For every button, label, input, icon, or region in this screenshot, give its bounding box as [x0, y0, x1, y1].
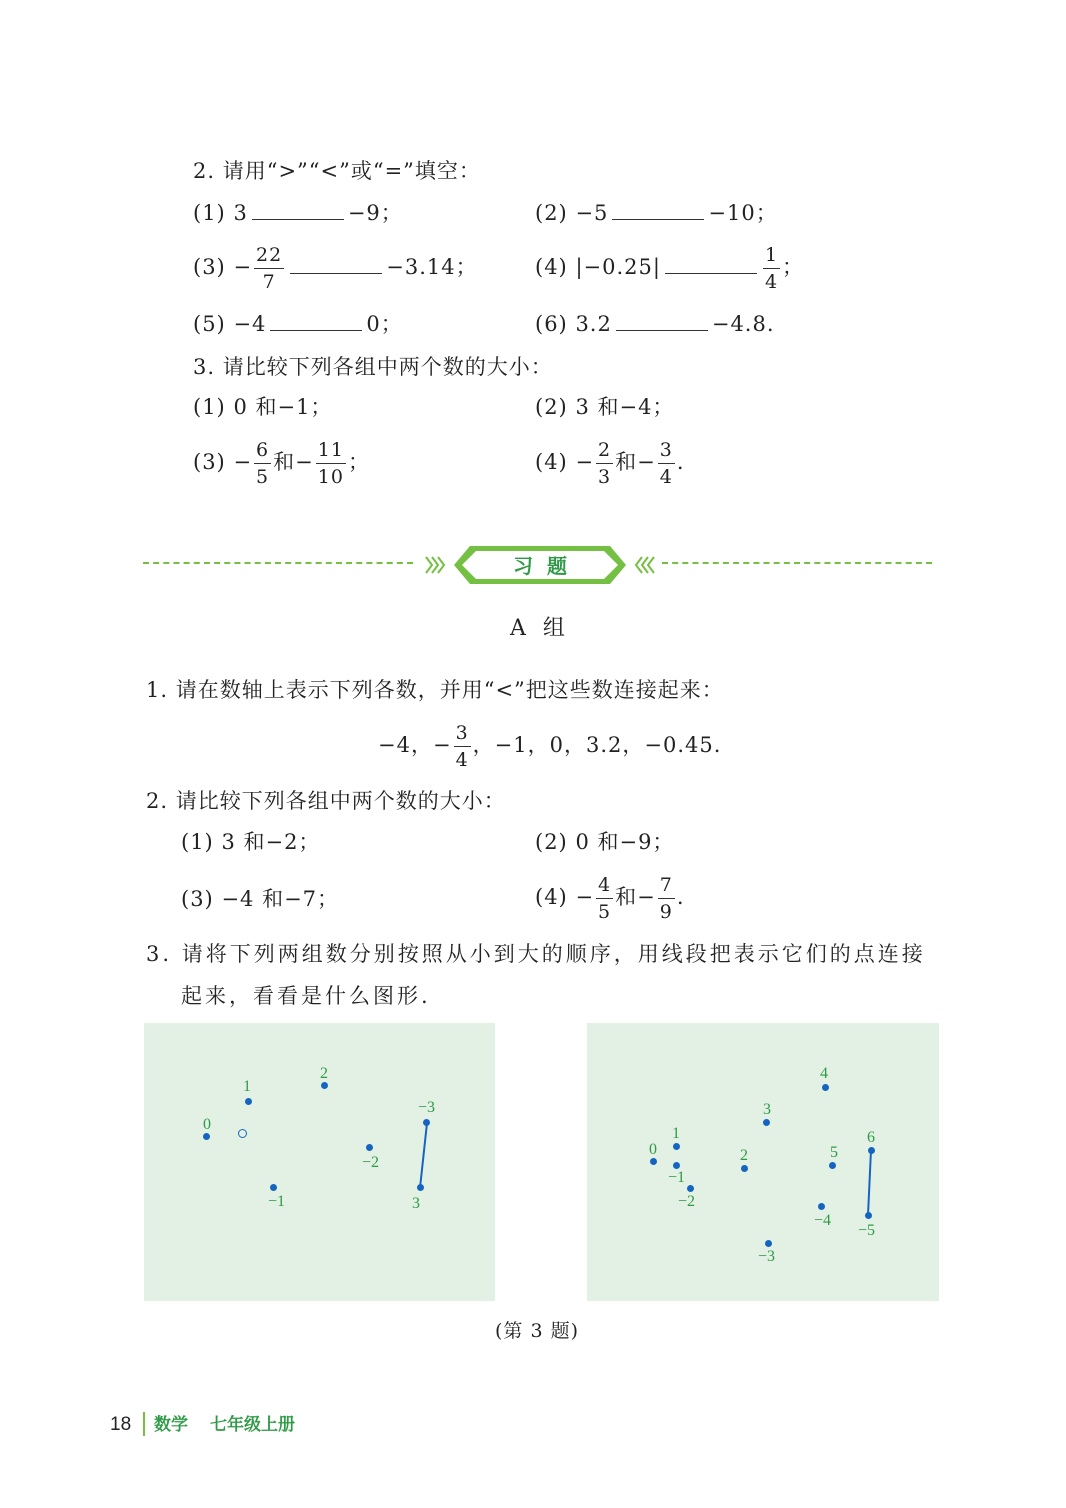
point-3	[417, 1184, 424, 1191]
group-label: A 组	[510, 616, 566, 641]
p2-item-1: (1) 3 和−2；	[181, 830, 321, 854]
answer-blank[interactable]	[612, 201, 704, 220]
problem-3-line-1: 3. 请将下列两组数分别按照从小到大的顺序，用线段把表示它们的点连接	[146, 942, 926, 966]
problem-1-sequence: −4，− $\frac{3}{4}$ ，−1，0，3.2，−0.45.	[378, 722, 722, 771]
point-1	[245, 1098, 252, 1105]
footer-grade: 七年级上册	[210, 1415, 295, 1434]
fraction: $\frac{1}{4}$	[764, 244, 779, 293]
q3-item-1: (1) 0 和−1；	[193, 395, 333, 419]
figure-caption: (第 3 题)	[495, 1320, 579, 1342]
q2-item-4: (4) |−0.25| $\frac{1}{4}$ ；	[535, 244, 805, 293]
fraction: $\frac{4}{5}$	[598, 874, 612, 923]
point-neg1	[270, 1184, 277, 1191]
fraction: $\frac{11}{10}$	[317, 439, 344, 488]
point-2	[321, 1082, 328, 1089]
point-label: −1	[268, 1193, 286, 1210]
point-neg3	[765, 1240, 772, 1247]
point-3	[763, 1119, 770, 1126]
answer-blank[interactable]	[616, 312, 708, 331]
point-label: 3	[412, 1195, 420, 1212]
point-5	[829, 1162, 836, 1169]
point-label: 2	[320, 1065, 328, 1082]
fraction: $\frac{7}{9}$	[659, 874, 673, 923]
point-label: −1	[668, 1169, 686, 1186]
q3-item-4: (4) − $\frac{2}{3}$ 和− $\frac{3}{4}$ .	[535, 439, 685, 488]
answer-blank[interactable]	[290, 255, 382, 274]
point-label: 0	[203, 1116, 211, 1133]
fraction: $\frac{22}{7}$	[256, 244, 283, 293]
fraction: $\frac{3}{4}$	[455, 722, 469, 771]
fraction: $\frac{3}{4}$	[659, 439, 673, 488]
chevrons-right-icon	[636, 557, 654, 573]
p2-item-4: (4) − $\frac{4}{5}$ 和− $\frac{7}{9}$ .	[535, 874, 685, 923]
q3-item-2: (2) 3 和−4；	[535, 395, 675, 419]
banner-label: 习 题	[513, 554, 567, 578]
point-label: 1	[243, 1078, 251, 1095]
point-label: 2	[740, 1147, 748, 1164]
point-0	[650, 1158, 657, 1165]
point-label: 0	[649, 1141, 657, 1158]
point-2	[741, 1165, 748, 1172]
point-0	[203, 1133, 210, 1140]
figure-panel-left	[144, 1023, 495, 1301]
point-label: 6	[867, 1129, 875, 1146]
fraction: $\frac{6}{5}$	[256, 439, 270, 488]
point-label: 1	[672, 1125, 680, 1142]
answer-blank[interactable]	[252, 201, 344, 220]
point-6	[868, 1147, 875, 1154]
point-label: 5	[830, 1144, 838, 1161]
chevrons-left-icon	[426, 557, 444, 573]
footer-book: 数学	[154, 1415, 188, 1434]
point-label: −5	[858, 1222, 876, 1239]
fraction: $\frac{2}{3}$	[598, 439, 612, 488]
point-label: −2	[362, 1154, 380, 1171]
banner-dashed-line-left	[143, 562, 413, 564]
point-label: −2	[678, 1193, 696, 1210]
point-neg1	[673, 1162, 680, 1169]
q2-item-5: (5) −4 0；	[193, 312, 403, 336]
q2-item-2: (2) −5 −10；	[535, 201, 778, 225]
q2-item-6: (6) 3.2 −4.8.	[535, 312, 775, 336]
p2-item-3: (3) −4 和−7；	[181, 887, 340, 911]
point-neg4	[818, 1203, 825, 1210]
point-label: 4	[820, 1065, 828, 1082]
q3-item-3: (3) − $\frac{6}{5}$ 和− $\frac{11}{10}$ ；	[193, 439, 370, 488]
p2-item-2: (2) 0 和−9；	[535, 830, 675, 854]
footer-divider	[143, 1412, 145, 1436]
page-number: 18	[110, 1414, 132, 1435]
point-neg2	[687, 1185, 694, 1192]
exercise-q3-title: 3. 请比较下列各组中两个数的大小：	[193, 355, 553, 379]
point-label: −4	[814, 1212, 832, 1229]
q2-item-1: (1) 3 −9；	[193, 201, 403, 225]
answer-blank[interactable]	[270, 312, 362, 331]
problem-1-text: 1. 请在数轴上表示下列各数，并用“<”把这些数连接起来：	[146, 678, 724, 702]
point-label: −3	[758, 1248, 776, 1265]
problem-2-text: 2. 请比较下列各组中两个数的大小：	[146, 789, 506, 813]
hollow-point	[238, 1129, 247, 1138]
answer-blank[interactable]	[665, 255, 757, 274]
point-label: −3	[418, 1099, 436, 1116]
q2-item-3: (3) − $\frac{22}{7}$ −3.14；	[193, 244, 478, 293]
point-neg2	[366, 1144, 373, 1151]
point-1	[673, 1143, 680, 1150]
problem-3-line-2: 起来，看看是什么图形.	[181, 984, 431, 1008]
figure-panel-right	[587, 1023, 939, 1301]
point-label: 3	[763, 1101, 771, 1118]
point-neg5	[865, 1212, 872, 1219]
point-neg3	[423, 1119, 430, 1126]
banner-dashed-line-right	[662, 562, 932, 564]
exercise-q2-title: 2. 请用“>”“<”或“=”填空：	[193, 159, 481, 183]
point-4	[822, 1084, 829, 1091]
